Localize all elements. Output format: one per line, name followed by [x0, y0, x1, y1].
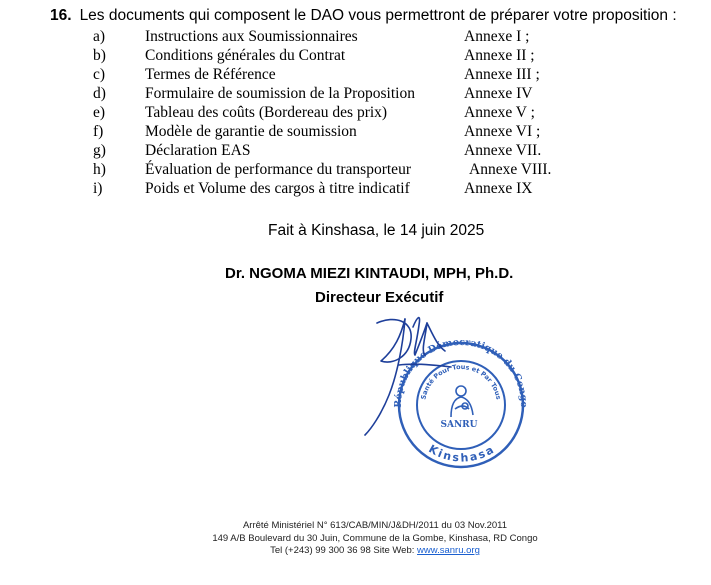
- signer-title: Directeur Exécutif: [315, 289, 444, 306]
- annex-document: Poids et Volume des cargos à titre indicatif: [145, 180, 410, 197]
- annex-letter: g): [93, 142, 106, 159]
- annex-row: [93, 160, 593, 179]
- annex-row: [93, 103, 593, 122]
- annex-number: Annexe VI ;: [464, 123, 541, 140]
- annex-document: Évaluation de performance du transporteur: [145, 161, 411, 178]
- annex-letter: e): [93, 104, 106, 121]
- annex-letter: b): [93, 47, 106, 64]
- annex-document: Termes de Référence: [145, 66, 276, 83]
- footer-decree: Arrêté Ministériel N° 613/CAB/MIN/J&DH/2011 du 03 Nov.2011: [242, 520, 508, 531]
- annex-letter: i): [93, 180, 103, 197]
- website-link[interactable]: www.sanru.org: [417, 545, 480, 556]
- annex-row: [93, 179, 593, 198]
- signature-and-stamp: [355, 305, 530, 470]
- stamp-city: Kinshasa: [426, 442, 498, 465]
- annex-row: [93, 122, 593, 141]
- annex-row: [93, 84, 593, 103]
- stamp-emblem: [451, 386, 473, 417]
- annex-number: Annexe IX: [464, 180, 533, 197]
- annex-row: [93, 46, 593, 65]
- footer-address: 149 A/B Boulevard du 30 Juin, Commune de la Gombe, Kinshasa, RD Congo: [212, 532, 538, 544]
- annex-letter: h): [93, 161, 106, 178]
- item-number: 16.: [50, 7, 72, 24]
- stamp-inner-text: Santé Pour Tous et Par Tous: [419, 362, 503, 401]
- annex-document: Tableau des coûts (Bordereau des prix): [145, 104, 388, 121]
- annex-document: Instructions aux Soumissionnaires: [145, 28, 358, 45]
- footer: [160, 520, 590, 558]
- annex-document: Déclaration EAS: [145, 142, 251, 159]
- annex-letter: d): [93, 85, 106, 102]
- stamp-org: SANRU: [440, 420, 478, 430]
- item-16-intro: [50, 7, 677, 25]
- annex-letter: a): [93, 28, 106, 45]
- item-intro-text: Les documents qui composent le DAO vous permettront de préparer votre proposition :: [79, 7, 677, 24]
- footer-contact: [160, 545, 590, 558]
- annex-row: [93, 141, 593, 160]
- annex-document: Formulaire de soumission de la Proposition: [145, 85, 415, 102]
- place-date: Fait à Kinshasa, le 14 juin 2025: [268, 222, 485, 239]
- annex-letter: c): [93, 66, 106, 83]
- annex-number: Annexe V ;: [464, 104, 535, 121]
- stamp-ring-text: République Démocratique du Congo: [392, 336, 530, 408]
- annex-number: Annexe III ;: [464, 66, 540, 83]
- annex-document: Modèle de garantie de soumission: [145, 123, 357, 140]
- annex-number: Annexe VIII.: [469, 161, 552, 178]
- signer-name: Dr. NGOMA MIEZI KINTAUDI, MPH, Ph.D.: [225, 265, 514, 282]
- footer-phone: Tel (+243) 99 300 36 98 Site Web:: [270, 545, 418, 556]
- annex-list: [93, 27, 593, 198]
- official-stamp: [393, 337, 529, 467]
- annex-number: Annexe II ;: [464, 47, 535, 64]
- annex-number: Annexe IV: [464, 85, 533, 102]
- annex-row: [93, 27, 593, 46]
- annex-document: Conditions générales du Contrat: [145, 47, 346, 64]
- annex-row: [93, 65, 593, 84]
- annex-letter: f): [93, 123, 104, 140]
- annex-number: Annexe I ;: [464, 28, 530, 45]
- annex-number: Annexe VII.: [464, 142, 542, 159]
